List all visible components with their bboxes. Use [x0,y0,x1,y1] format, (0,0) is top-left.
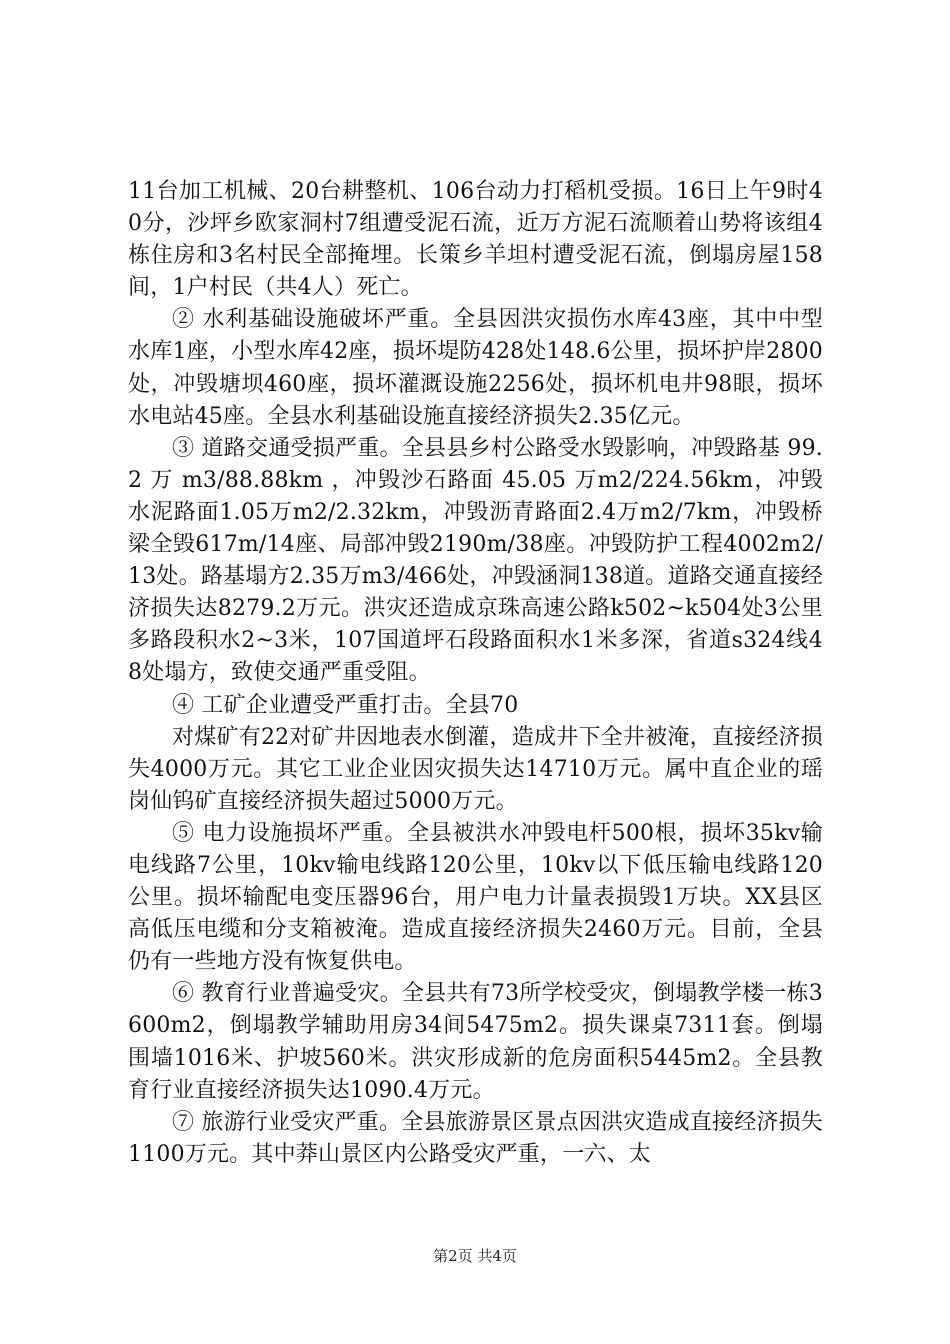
paragraph-road-traffic: ③ 道路交通受损严重。全县县乡村公路受水毁影响，冲毁路基 99.2 万 m3/88.88km ，冲毁沙石路面 45.05 万m2/224.56km，冲毁水泥路面1.05万m2/2.32km，冲毁沥青路面2.4万m2/7km，冲毁桥梁全毁617m/14座、局部冲毁2190m/38座。冲毁防护工程4002m2/13处。路基塌方2.35万m3/466处，冲毁涵洞138道。道路交通直接经济损失达8279.2万元。洪灾还造成京珠高速公路k502~k504处3公里多路段积水2~3米，107国道坪石段路面积水1米多深，省道s324线48处塌方，致使交通严重受阻。 [128,435,823,686]
page-number-footer: 第2页 共4页 [433,1247,517,1265]
paragraph-intro: 11台加工机械、20台耕整机、106台动力打稻机受损。16日上午9时40分，沙坪乡欧家洞村7组遭受泥石流，近万方泥石流顺着山势将该组4栋住房和3名村民全部掩埋。长策乡羊坦村遭受泥石流，倒塌房屋158间，1户村民（共4人）死亡。 [128,179,823,301]
paragraph-education: ⑥ 教育行业普遍受灾。全县共有73所学校受灾，倒塌教学楼一栋3600m2，倒塌教学辅助用房34间5475m2。损失课桌7311套。倒塌围墙1016米、护坡560米。洪灾形成新的危房面积5445m2。全县教育行业直接经济损失达1090.4万元。 [128,981,823,1103]
paragraph-water-infrastructure: ② 水利基础设施破坏严重。全县因洪灾损伤水库43座，其中中型水库1座，小型水库42座，损坏堤防428处148.6公里，损坏护岸2800处，冲毁塘坝460座，损坏灌溉设施2256处，损坏机电井98眼，损坏水电站45座。全县水利基础设施直接经济损失2.35亿元。 [128,307,823,429]
paragraph-coal-mines: 对煤矿有22对矿井因地表水倒灌，造成井下全井被淹，直接经济损失4000万元。其它工业企业因灾损失达14710万元。属中直企业的瑶岗仙钨矿直接经济损失超过5000万元。 [128,724,823,814]
paragraph-power-facilities: ⑤ 电力设施损坏严重。全县被洪水冲毁电杆500根，损坏35kv输电线路7公里，10kv输电线路120公里，10kv以下低压输电线路120公里。损坏输配电变压器96台，用户电力计量表损毁1万块。XX县区高低压电缆和分支箱被淹。造成直接经济损失2460万元。目前，全县仍有一些地方没有恢复供电。 [128,820,823,975]
document-body [128,176,823,1171]
paragraph-tourism: ⑦ 旅游行业受灾严重。全县旅游景区景点因洪灾造成直接经济损失1100万元。其中莽山景区内公路受灾严重，一六、太 [128,1109,823,1167]
paragraph-industry-mining: ④ 工矿企业遭受严重打击。全县70 [172,692,519,718]
